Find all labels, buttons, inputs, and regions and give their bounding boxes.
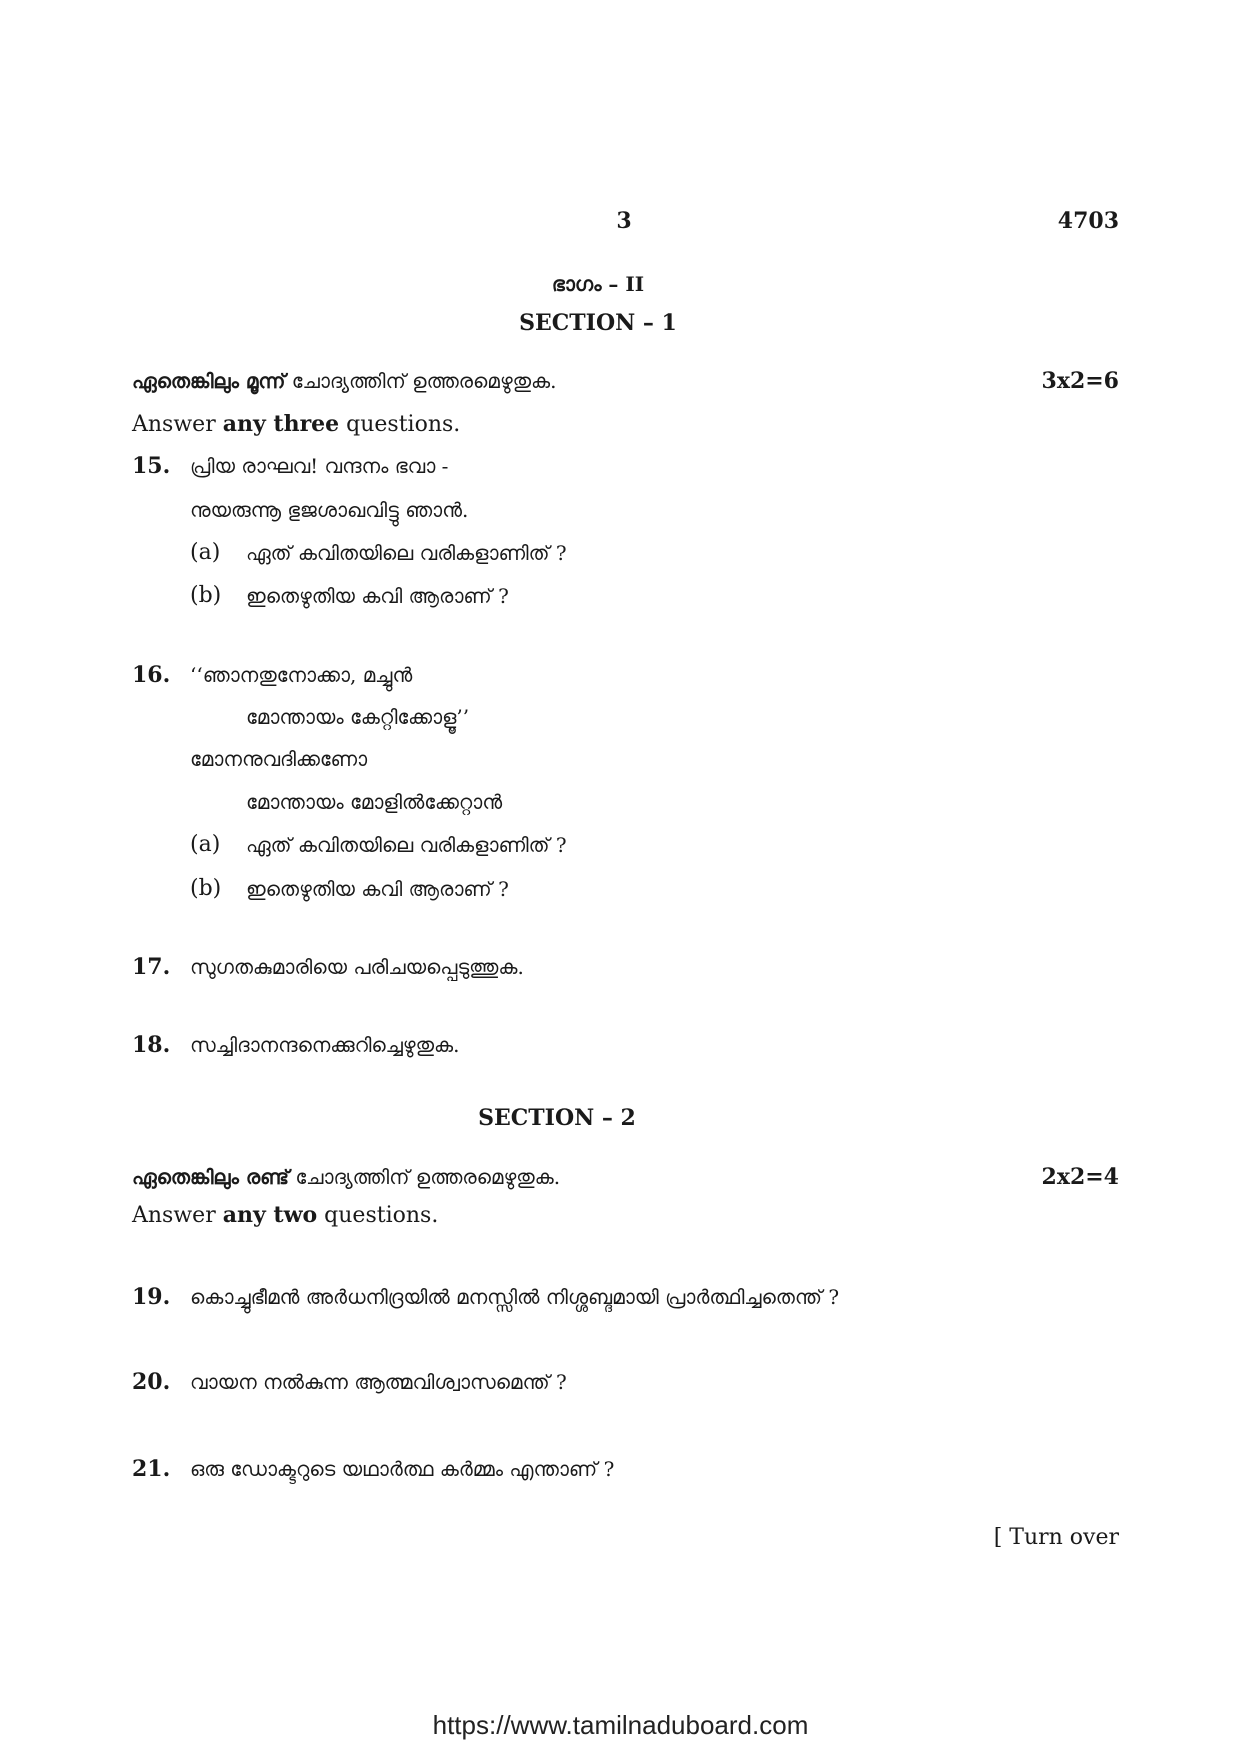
sub-question-text: ഏത് കവിതയിലെ വരികളാണിത് ? <box>246 833 567 857</box>
question-line: വായന നൽകുന്ന ആത്മവിശ്വാസമെന്ത് ? <box>190 1370 567 1394</box>
section-2-instruction <box>132 1162 560 1192</box>
english-bold: any three <box>222 411 340 437</box>
question-number: 15. <box>132 453 171 479</box>
sub-question-label: (b) <box>190 583 222 608</box>
english-bold: any two <box>222 1202 318 1228</box>
footer-url: https://www.tamilnaduboard.com <box>432 1710 809 1740</box>
question-number: 17. <box>132 954 171 980</box>
question-line: മോന്തായം കേറ്റിക്കോളൂ’’ <box>246 705 470 729</box>
part-title: ഭാഗം – II <box>551 272 645 296</box>
question-line: നുയരുന്നൂ ഭുജശാഖവിട്ടു ഞാൻ. <box>190 498 469 522</box>
question-number: 16. <box>132 662 171 688</box>
question-line: പ്രിയ രാഘവ! വന്ദനം ഭവാ - <box>190 454 449 478</box>
english-pre: Answer <box>132 1203 223 1228</box>
sub-question-label: (a) <box>190 540 221 565</box>
question-number: 18. <box>132 1032 171 1058</box>
section-2-marks: 2x2=4 <box>1041 1164 1119 1190</box>
english-post: questions. <box>339 412 461 437</box>
question-line: മോന്തായം മോളിൽക്കേറ്റാൻ <box>246 790 503 814</box>
question-line: സച്ചിദാനന്ദനെക്കുറിച്ചെഴുതുക. <box>190 1033 460 1057</box>
question-number: 20. <box>132 1369 171 1395</box>
page-number: 3 <box>616 208 632 234</box>
instruction-bold: ഏതെങ്കിലും രണ്ട് <box>132 1165 290 1189</box>
section-1-title: SECTION – 1 <box>519 310 677 336</box>
question-line: ഒരു ഡോക്ടറുടെ യഥാർത്ഥ കർമ്മം എന്താണ് ? <box>190 1457 615 1481</box>
english-post: questions. <box>317 1203 439 1228</box>
section-1-instruction <box>132 366 557 396</box>
section-2-english-instruction <box>132 1200 438 1230</box>
question-line: കൊച്ചുഭീമൻ അർധനിദ്രയിൽ മനസ്സിൽ നിശ്ശബ്ദമായി പ്രാർത്ഥിച്ചതെന്ത് ? <box>190 1285 840 1309</box>
question-line: ‘‘ഞാനതുനോക്കാ, മച്ചുൻ <box>190 663 413 687</box>
sub-question-label: (a) <box>190 832 221 857</box>
section-2-title: SECTION – 2 <box>478 1105 636 1131</box>
instruction-bold: ഏതെങ്കിലും മൂന്ന് <box>132 369 286 393</box>
paper-code: 4703 <box>1057 208 1119 234</box>
question-number: 19. <box>132 1284 171 1310</box>
sub-question-text: ഇതെഴുതിയ കവി ആരാണ് ? <box>246 584 509 608</box>
question-line: സുഗതകുമാരിയെ പരിചയപ്പെടുത്തുക. <box>190 955 524 979</box>
section-1-english-instruction <box>132 409 460 439</box>
instruction-rest: ചോദ്യത്തിന് ഉത്തരമെഴുതുക. <box>289 1165 561 1189</box>
sub-question-text: ഏത് കവിതയിലെ വരികളാണിത് ? <box>246 541 567 565</box>
sub-question-text: ഇതെഴുതിയ കവി ആരാണ് ? <box>246 877 509 901</box>
english-pre: Answer <box>132 412 223 437</box>
instruction-rest: ചോദ്യത്തിന് ഉത്തരമെഴുതുക. <box>285 369 557 393</box>
question-number: 21. <box>132 1456 171 1482</box>
question-line: മോനനുവദിക്കണോ <box>190 747 368 771</box>
section-1-marks: 3x2=6 <box>1041 368 1119 394</box>
sub-question-label: (b) <box>190 876 222 901</box>
turn-over-note: [ Turn over <box>993 1525 1119 1550</box>
